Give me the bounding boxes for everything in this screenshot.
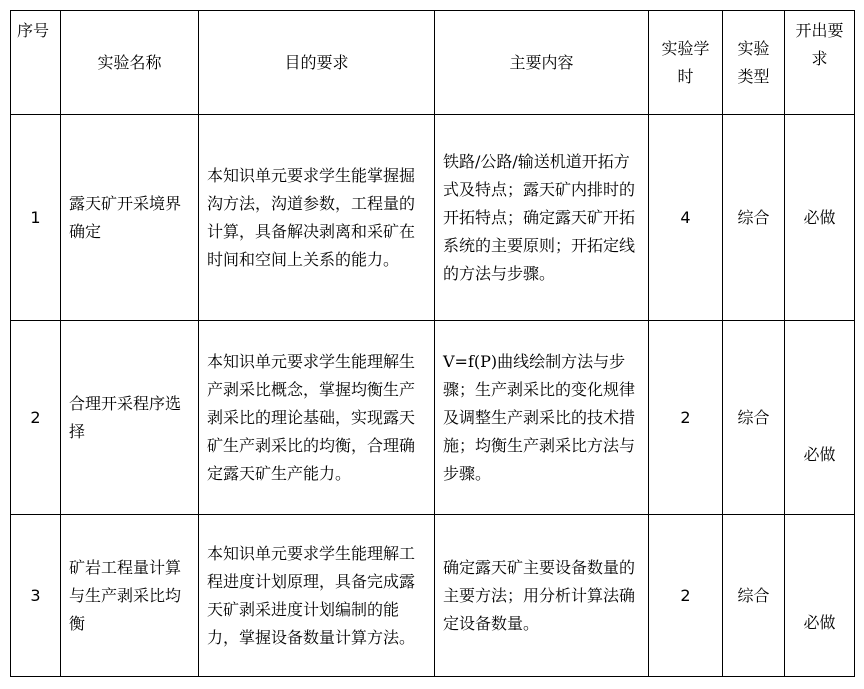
cell-requirement: 必做 xyxy=(785,115,855,321)
cell-content: 铁路/公路/输送机道开拓方式及特点；露天矿内排时的开拓特点；确定露天矿开拓系统的主要原则；开拓定线的方法与步骤。 xyxy=(435,115,649,321)
cell-name: 露天矿开采境界确定 xyxy=(61,115,199,321)
cell-hours: 4 xyxy=(649,115,723,321)
cell-requirement: 必做 xyxy=(785,321,855,515)
cell-hours: 2 xyxy=(649,321,723,515)
experiment-table xyxy=(10,10,855,677)
cell-seq: 2 xyxy=(11,321,61,515)
cell-goal: 本知识单元要求学生能掌握掘沟方法，沟道参数，工程量的计算，具备解决剥离和采矿在时间和空间上关系的能力。 xyxy=(199,115,435,321)
cell-name: 矿岩工程量计算与生产剥采比均衡 xyxy=(61,515,199,677)
header-content: 主要内容 xyxy=(435,11,649,115)
cell-seq: 1 xyxy=(11,115,61,321)
header-name: 实验名称 xyxy=(61,11,199,115)
cell-type: 综合 xyxy=(723,515,785,677)
header-requirement: 开出要求 xyxy=(785,11,855,115)
cell-requirement: 必做 xyxy=(785,515,855,677)
table-row xyxy=(11,115,855,321)
header-hours: 实验学时 xyxy=(649,11,723,115)
cell-seq: 3 xyxy=(11,515,61,677)
cell-content: 确定露天矿主要设备数量的主要方法；用分析计算法确定设备数量。 xyxy=(435,515,649,677)
cell-name: 合理开采程序选择 xyxy=(61,321,199,515)
table-row xyxy=(11,515,855,677)
cell-type: 综合 xyxy=(723,321,785,515)
cell-hours: 2 xyxy=(649,515,723,677)
table-row xyxy=(11,321,855,515)
header-row xyxy=(11,11,855,115)
cell-goal: 本知识单元要求学生能理解生产剥采比概念，掌握均衡生产剥采比的理论基础，实现露天矿生产剥采比的均衡，合理确定露天矿生产能力。 xyxy=(199,321,435,515)
cell-type: 综合 xyxy=(723,115,785,321)
cell-content: V=f(P)曲线绘制方法与步骤；生产剥采比的变化规律及调整生产剥采比的技术措施；均衡生产剥采比方法与步骤。 xyxy=(435,321,649,515)
header-seq: 序号 xyxy=(11,11,61,115)
header-type: 实验类型 xyxy=(723,11,785,115)
cell-goal: 本知识单元要求学生能理解工程进度计划原理，具备完成露天矿剥采进度计划编制的能力，掌握设备数量计算方法。 xyxy=(199,515,435,677)
header-goal: 目的要求 xyxy=(199,11,435,115)
